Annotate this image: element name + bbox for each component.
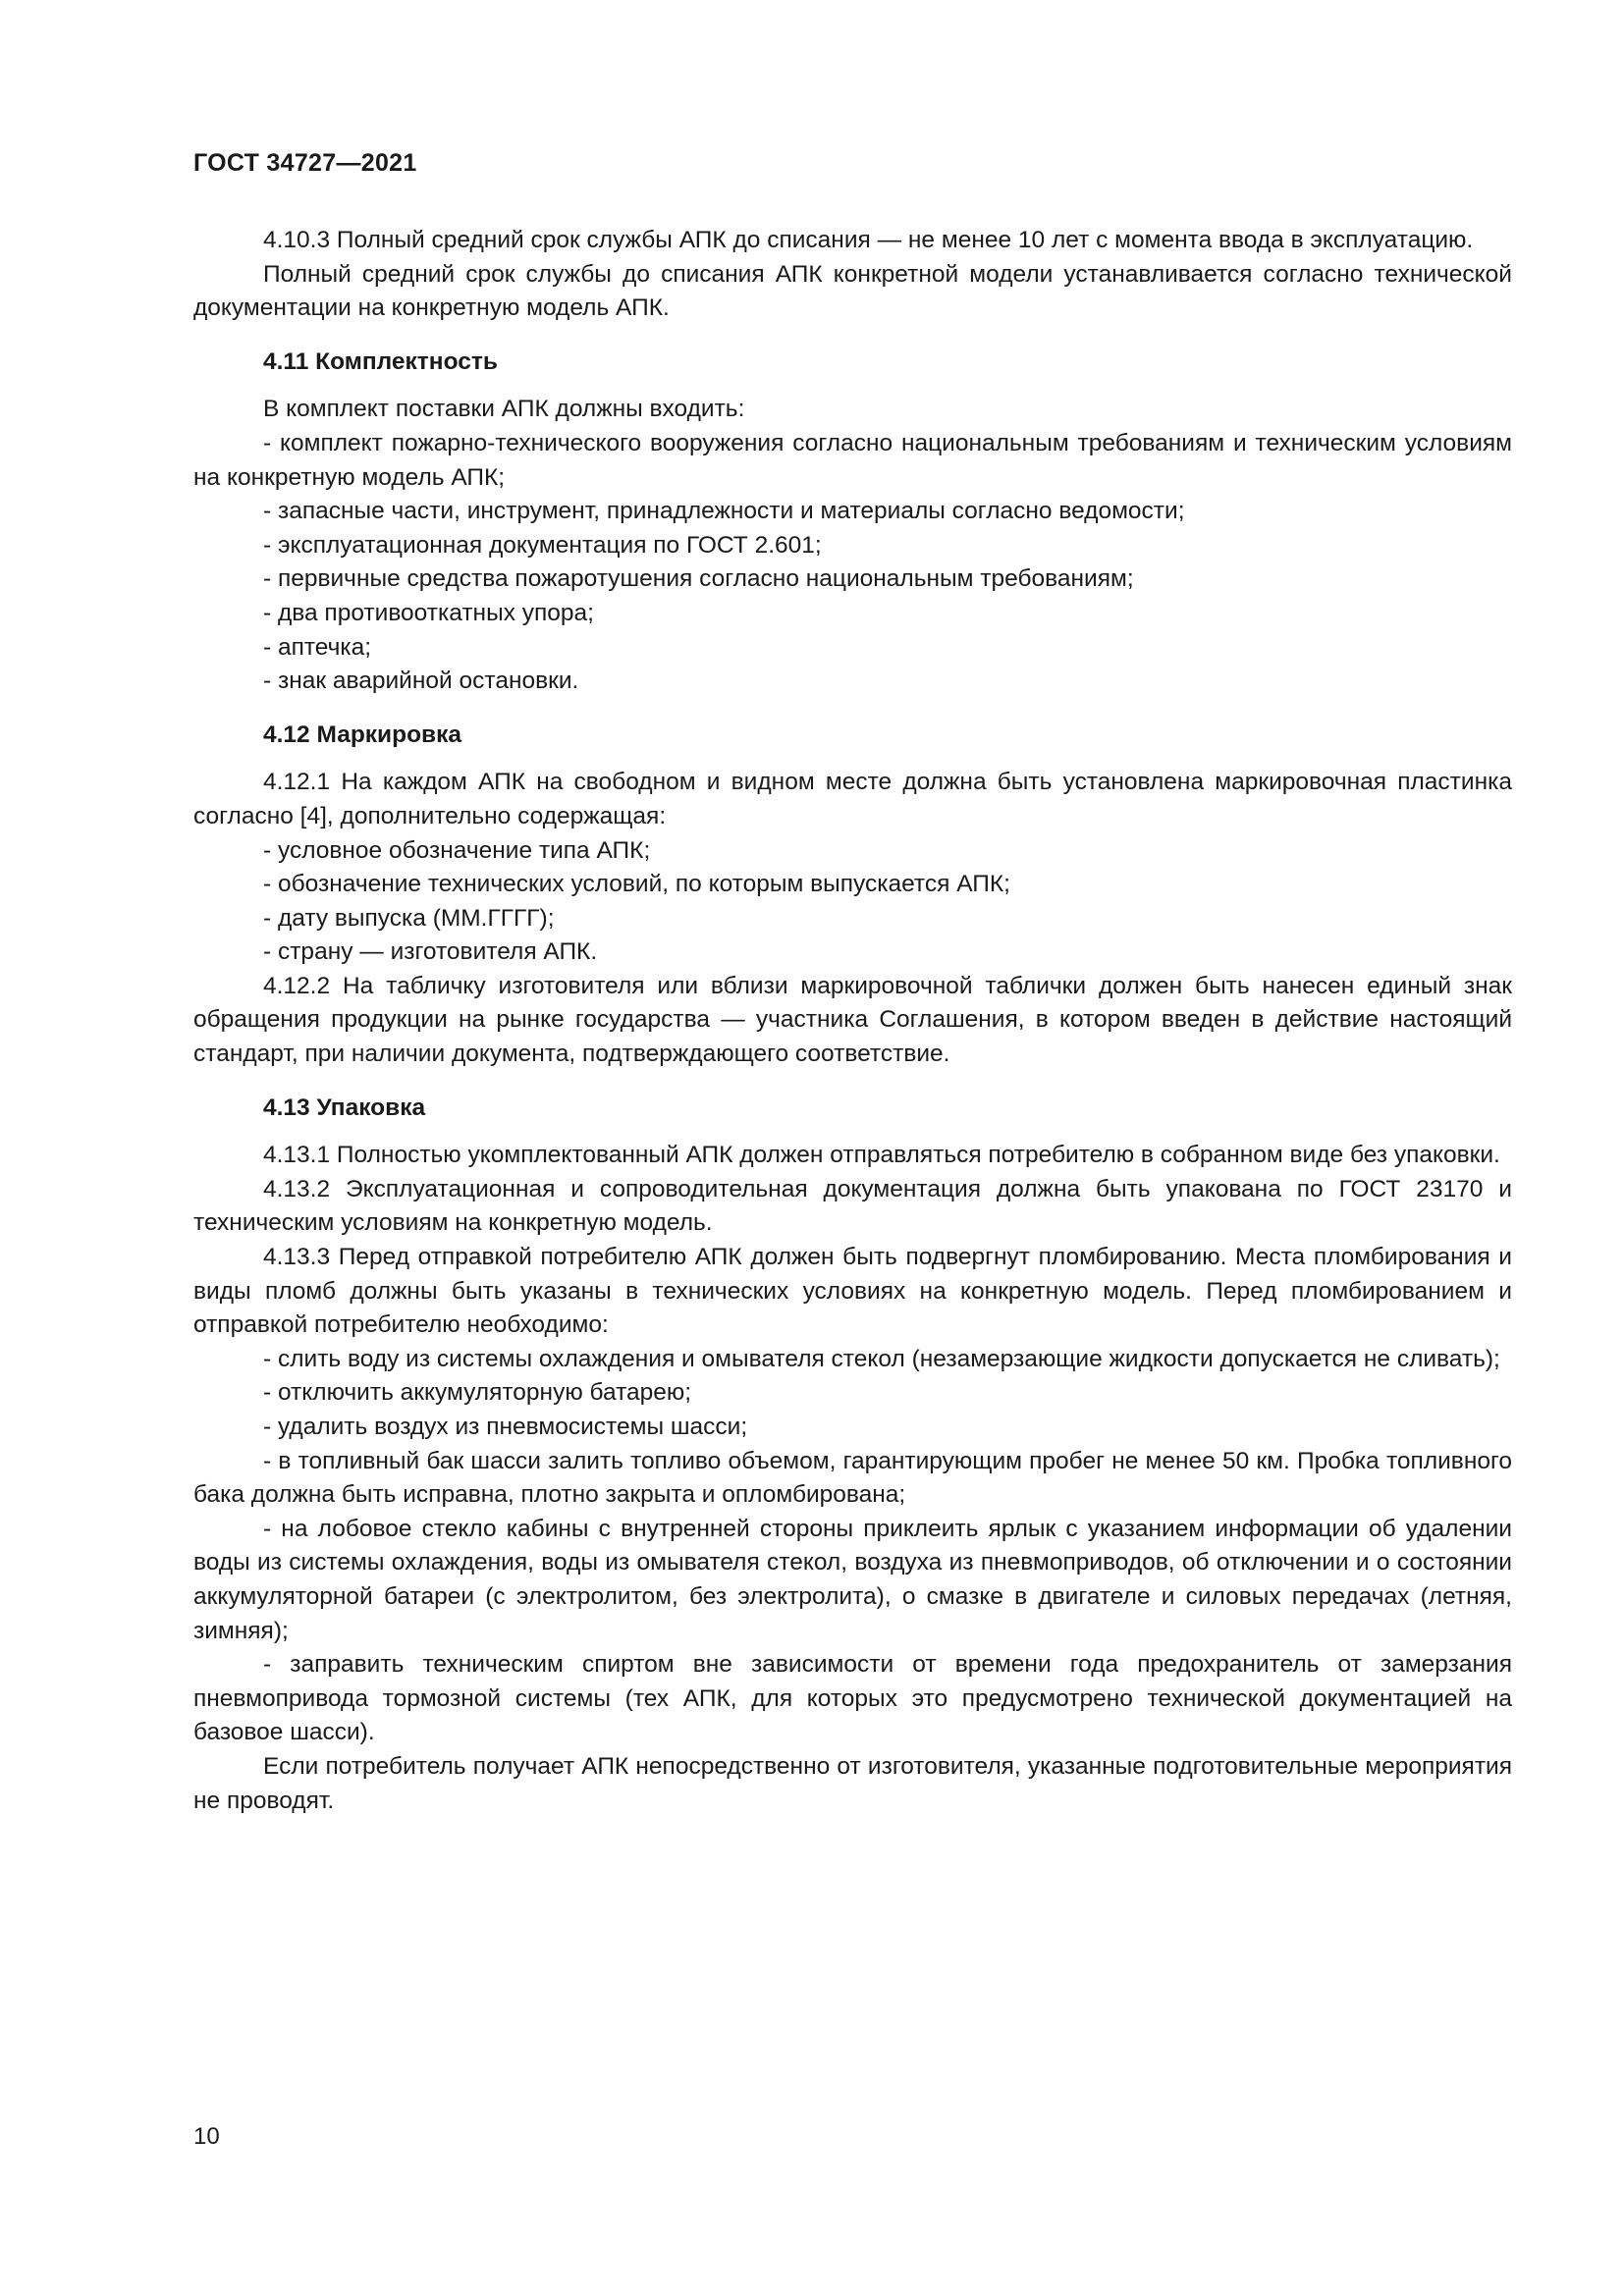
list-item: - отключить аккумуляторную батарею; <box>263 1379 692 1407</box>
heading-4-12: 4.12 Маркировка <box>263 721 461 748</box>
paragraph-4-13-1: 4.13.1 Полностью укомплектованный АПК должен отправляться потребителю в собранном виде без упаковки. <box>263 1142 1500 1169</box>
paragraph-4-10-3: 4.10.3 Полный средний срок службы АПК до списания — не менее 10 лет с момента ввода в эксплуатацию. <box>263 227 1474 253</box>
list-item: - эксплуатационная документация по ГОСТ 2.601; <box>263 531 822 559</box>
paragraph-4-11-intro: В комплект поставки АПК должны входить: <box>263 396 745 423</box>
page-number: 10 <box>193 2123 220 2150</box>
document-code: ГОСТ 34727—2021 <box>193 149 417 177</box>
list-item: - первичные средства пожаротушения согласно национальным требованиям; <box>263 565 1134 593</box>
paragraph-4-12-2: 4.12.2 На табличку изготовителя или вблизи маркировочной таблички должен быть нанесен единый знак обращения продукции на рынке государства — участника Соглашения, в котором введен в действие настоящий стандарт, при наличии документа, подтверждающего соответствие. <box>193 972 1512 1068</box>
heading-4-11: 4.11 Комплектность <box>263 347 498 375</box>
paragraph-4-13-2: 4.13.2 Эксплуатационная и сопроводительная документация должна быть упакована по ГОСТ 23170 и техническим условиям на конкретную модель. <box>193 1175 1512 1237</box>
paragraph-4-13-final: Если потребитель получает АПК непосредственно от изготовителя, указанные подготовительные мероприятия не проводят. <box>193 1752 1512 1814</box>
list-item: - слить воду из системы охлаждения и омывателя стекол (незамерзающие жидкости допускается не сливать); <box>263 1345 1500 1372</box>
list-item: - два противооткатных упора; <box>263 599 594 626</box>
list-item: - заправить техническим спиртом вне зависимости от времени года предохранитель от замерзания пневмопривода тормозной системы (тех АПК, для которых это предусмотрено технической документацией на базовое шасси). <box>193 1651 1512 1746</box>
paragraph-service-life: Полный средний срок службы до списания АПК конкретной модели устанавливается согласно технической документации на конкретную модель АПК. <box>193 260 1512 322</box>
heading-4-13: 4.13 Упаковка <box>263 1094 426 1121</box>
document-body <box>193 224 1512 1818</box>
list-item: - комплект пожарно-технического вооружения согласно национальным требованиям и техническим условиям на конкретную модель АПК; <box>193 429 1512 491</box>
paragraph-4-13-3: 4.13.3 Перед отправкой потребителю АПК должен быть подвергнут пломбированию. Места пломбирования и виды пломб должны быть указаны в технических условиях на конкретную модель. Перед пломбированием и отправкой потребителю необходимо: <box>193 1244 1512 1339</box>
list-item: - аптечка; <box>263 633 372 661</box>
list-item: - знак аварийной остановки. <box>263 667 579 695</box>
paragraph-4-12-1: 4.12.1 На каждом АПК на свободном и видном месте должна быть установлена маркировочная пластинка согласно [4], дополнительно содержащая: <box>193 769 1512 829</box>
list-item: - страну — изготовителя АПК. <box>263 938 598 966</box>
list-item: - дату выпуска (ММ.ГГГГ); <box>263 904 555 932</box>
list-item: - запасные части, инструмент, принадлежности и материалы согласно ведомости; <box>263 498 1185 525</box>
list-item: - удалить воздух из пневмосистемы шасси; <box>263 1414 748 1440</box>
list-item: - в топливный бак шасси залить топливо объемом, гарантирующим пробег не менее 50 км. Пробка топливного бака должна быть исправна, плотно закрыта и опломбирована; <box>193 1447 1512 1509</box>
list-item: - на лобовое стекло кабины с внутренней стороны приклеить ярлык с указанием информации об удалении воды из системы охлаждения, воды из омывателя стекол, воздуха из пневмоприводов, об отключении и о состоянии аккумуляторной батареи (с электролитом, без электролита), о смазке в двигателе и силовых передачах (летняя, зимняя); <box>193 1515 1512 1644</box>
list-item: - условное обозначение типа АПК; <box>263 836 651 864</box>
list-item: - обозначение технических условий, по которым выпускается АПК; <box>263 871 1010 898</box>
